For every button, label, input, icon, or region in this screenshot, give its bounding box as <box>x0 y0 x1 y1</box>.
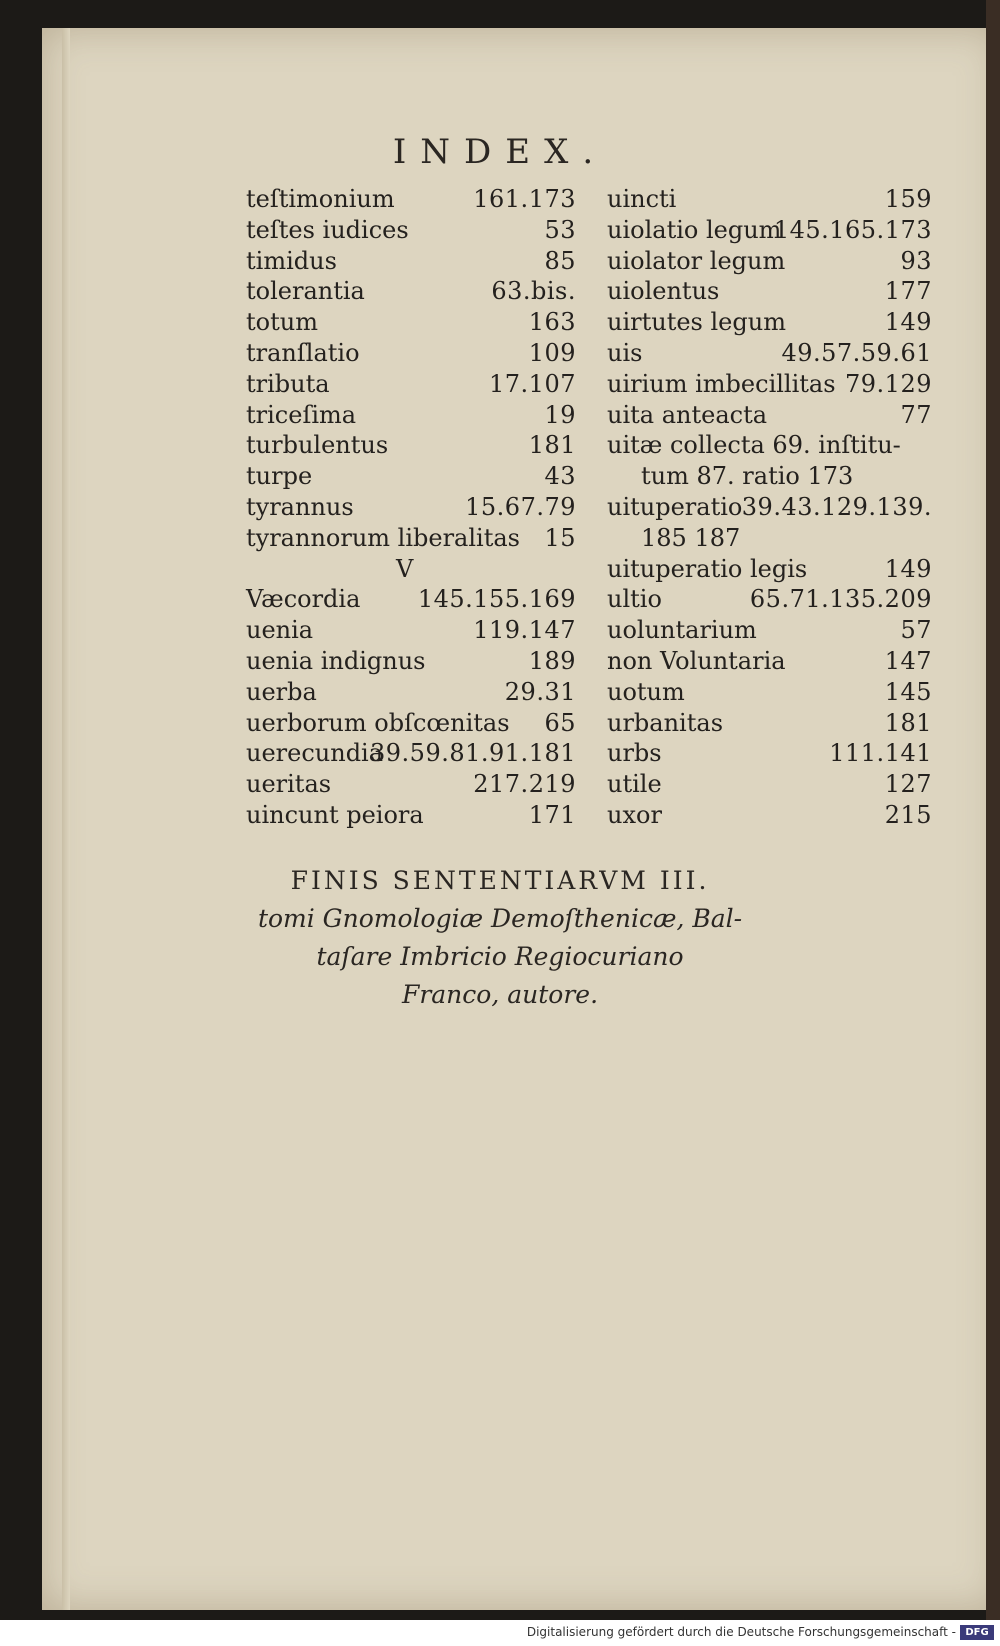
index-term: 185 187 <box>641 523 741 552</box>
index-pages: 93 <box>900 246 932 275</box>
index-pages: 111.141 <box>829 739 932 768</box>
index-term: tranſlatio <box>246 338 360 367</box>
index-term: ultio <box>607 585 662 614</box>
index-entry <box>607 523 932 554</box>
index-entry <box>246 738 576 769</box>
index-entry <box>607 430 932 461</box>
index-entry <box>246 276 576 307</box>
index-entry <box>607 554 932 585</box>
index-entry <box>607 708 932 739</box>
index-term: urbanitas <box>607 708 724 737</box>
colophon-line-2: tomi Gnomologiæ Demoſthenicæ, Bal- <box>257 904 743 933</box>
index-pages: 145.155.169 <box>417 585 576 614</box>
index-column-left <box>246 184 576 831</box>
index-entry <box>246 554 576 585</box>
index-pages: 189 <box>528 646 576 675</box>
dfg-logo-icon: DFG <box>960 1625 994 1640</box>
index-pages: 19 <box>544 400 576 429</box>
index-pages: 145.165.173 <box>773 215 932 244</box>
index-term: uirtutes legum <box>607 308 786 337</box>
digitization-footer <box>0 1620 1000 1646</box>
index-pages: 145 <box>884 677 932 706</box>
index-term: non Voluntaria <box>607 646 786 675</box>
index-term: uerborum obſcœnitas <box>246 708 510 737</box>
index-entry <box>246 461 576 492</box>
index-entry <box>607 184 932 215</box>
index-pages: 181 <box>884 708 932 737</box>
index-term: ueritas <box>246 770 332 799</box>
index-pages: 79.129 <box>845 369 932 398</box>
index-term: tributa <box>246 369 330 398</box>
index-entry <box>607 677 932 708</box>
index-pages: 39.59.81.91.181 <box>370 739 576 768</box>
index-entry <box>246 492 576 523</box>
index-entry <box>246 646 576 677</box>
index-entry <box>246 708 576 739</box>
index-entry <box>246 800 576 831</box>
index-term: tum 87. ratio 173 <box>641 462 854 491</box>
index-pages: 77 <box>900 400 932 429</box>
index-pages: 29.31 <box>504 677 576 706</box>
index-term: uerba <box>246 677 317 706</box>
index-pages: 149 <box>884 554 932 583</box>
index-entry <box>246 523 576 554</box>
index-entry <box>246 307 576 338</box>
index-pages: 15 <box>544 523 576 552</box>
index-column-right <box>607 184 932 831</box>
index-pages: 65.71.135.209 <box>749 585 932 614</box>
index-entry <box>246 184 576 215</box>
index-entry <box>607 584 932 615</box>
index-term: uincunt peiora <box>246 800 424 829</box>
index-entry <box>607 615 932 646</box>
index-term: uitæ collecta 69. inſtitu- <box>607 431 901 460</box>
index-term: uiolatio legum <box>607 215 782 244</box>
index-pages: 147 <box>884 646 932 675</box>
index-pages: 159 <box>884 185 932 213</box>
index-term: uerecundia <box>246 739 384 768</box>
index-entry <box>246 369 576 400</box>
index-pages: 17.107 <box>489 369 576 398</box>
index-entry <box>246 246 576 277</box>
index-term: urbs <box>607 739 662 768</box>
index-entry <box>607 307 932 338</box>
index-pages: 149 <box>884 308 932 337</box>
index-term: timidus <box>246 246 337 275</box>
index-term: teſtes iudices <box>246 215 409 244</box>
index-entry <box>246 215 576 246</box>
index-term: uoluntarium <box>607 616 757 645</box>
index-entry <box>246 400 576 431</box>
binding-strip <box>986 0 1000 1646</box>
index-term: triceſima <box>246 400 357 429</box>
index-term: V <box>396 554 414 583</box>
index-pages: 215 <box>884 800 932 829</box>
index-pages: 57 <box>900 616 932 645</box>
index-pages: 127 <box>884 770 932 799</box>
index-term: tyrannorum liberalitas <box>246 523 520 552</box>
index-term: uita anteacta <box>607 400 768 429</box>
index-term: uiolator legum <box>607 246 786 275</box>
index-term: uituperatio legis <box>607 554 808 583</box>
index-entry <box>607 769 932 800</box>
index-pages: 43 <box>544 462 576 491</box>
index-term: uiolentus <box>607 277 720 306</box>
index-term: uotum <box>607 677 685 706</box>
index-term: teſtimonium <box>246 185 395 213</box>
index-pages: 161.173 <box>473 185 576 213</box>
index-term: uincti <box>607 185 677 213</box>
index-pages: 65 <box>544 708 576 737</box>
index-entry <box>607 276 932 307</box>
index-term: turbulentus <box>246 431 389 460</box>
index-term: tolerantia <box>246 277 365 306</box>
index-entry <box>607 215 932 246</box>
index-entry <box>607 369 932 400</box>
index-term: Væcordia <box>246 585 361 614</box>
index-pages: 163 <box>528 308 576 337</box>
index-term: totum <box>246 308 318 337</box>
index-pages: 63.bis. <box>491 277 576 306</box>
index-entry <box>246 584 576 615</box>
colophon-line-4: Franco, autore. <box>401 980 599 1009</box>
footer-credit: Digitalisierung gefördert durch die Deutsche Forschungsgemeinschaft - <box>526 1625 956 1639</box>
index-entry <box>607 800 932 831</box>
index-pages: 15.67.79 <box>465 492 576 521</box>
index-entry <box>246 677 576 708</box>
index-entry <box>246 430 576 461</box>
index-pages: 119.147 <box>473 616 576 645</box>
index-term: turpe <box>246 462 313 491</box>
index-entry <box>607 461 932 492</box>
index-entry <box>607 400 932 431</box>
index-entry <box>246 615 576 646</box>
colophon-line-1: FINIS SENTENTIARVM III. <box>290 866 710 895</box>
colophon-line-3: taſare Imbricio Regiocuriano <box>316 942 684 971</box>
index-term: uirium imbecillitas <box>607 369 836 398</box>
index-pages: 217.219 <box>473 770 576 799</box>
index-term: utile <box>607 770 662 799</box>
index-term: uis <box>607 338 643 367</box>
colophon <box>0 862 1000 1014</box>
page-title: INDEX. <box>392 132 608 172</box>
index-entry <box>607 492 932 523</box>
index-pages: 53 <box>544 215 576 244</box>
index-term: uenia <box>246 616 314 645</box>
index-term: uxor <box>607 800 662 829</box>
index-pages: 109 <box>528 338 576 367</box>
index-term: tyrannus <box>246 492 354 521</box>
index-term: uituperatio <box>607 492 743 521</box>
index-pages: 177 <box>884 277 932 306</box>
page-edge <box>62 28 70 1610</box>
index-pages: 181 <box>528 431 576 460</box>
index-entry <box>246 769 576 800</box>
index-entry <box>607 246 932 277</box>
index-pages: 85 <box>544 246 576 275</box>
index-pages: 171 <box>528 800 576 829</box>
index-pages: 39.43.129.139. <box>741 492 932 521</box>
index-term: uenia indignus <box>246 646 426 675</box>
index-pages: 49.57.59.61 <box>781 338 932 367</box>
index-entry <box>246 338 576 369</box>
index-entry <box>607 738 932 769</box>
index-entry <box>607 646 932 677</box>
index-entry <box>607 338 932 369</box>
